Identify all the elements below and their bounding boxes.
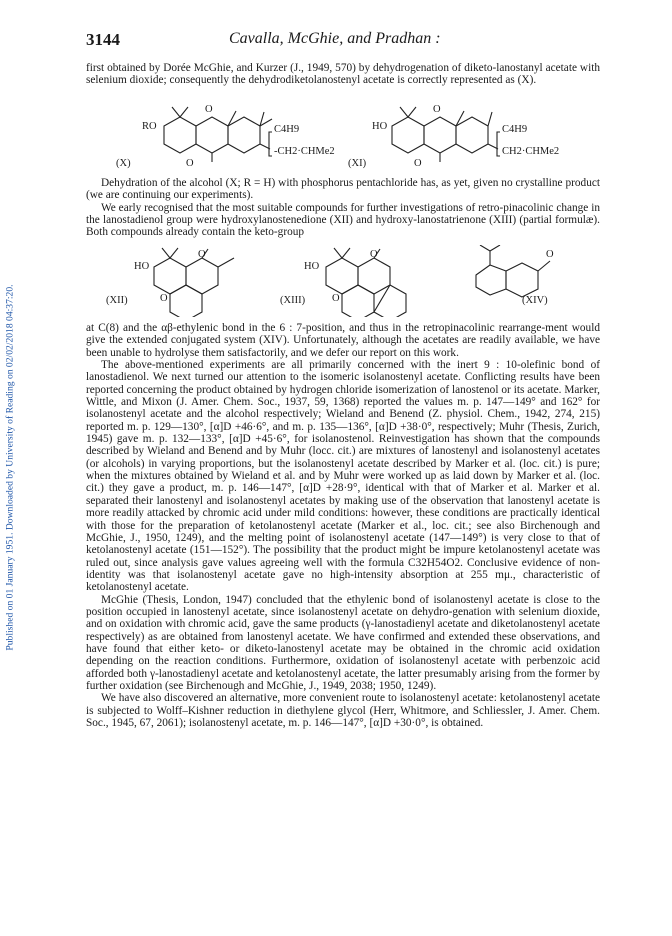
label-xi: (XI) (348, 158, 367, 169)
x-carbonyl-o-2: O (186, 158, 194, 169)
running-title: Cavalla, McGhie, and Pradhan : (229, 30, 441, 47)
figure-structures-x-xi (86, 102, 600, 172)
structure-drawing-x-xi (86, 102, 600, 172)
xii-carbonyl-o: O (198, 249, 206, 260)
paragraph-5: The above-mentioned experiments are all primarily concerned with the inert 9 : 10-olefinic bond of lanostadienol. We next turned our attention to the isomeric isolanostenyl acetate. Conflicting results have been reported concerning the product obtained by hydrogen chloride isomerization of lanostenol or its acetate. Marker, Wittle, and Mixon (J. Amer. Chem. Soc., 1937, 59, 1368) reported the values m. p. 147—149° and 162° for isolanostenyl acetate and the alcohol respectively; Wieland and Benend (Z. physiol. Chem., 1942, 274, 215) reported m. p. 129—130°, [α]D +46·6°, and m. p. 135—136°, [α]D +38·0°, respectively; Muhr (Thesis, Zurich, 1945) gave m. p. 132—133°, [α]D +45·6°, for isolanostenol. Reinvestigation has shown that the compounds described by Wieland and Benend and by Muhr (locc. cit.) are mixtures of lanostenyl and isolanostenyl acetates (or alcohols) in varying proportions, but the isolanostenyl acetate described by Marker et al. (loc. cit.) is pure; when the mixtures obtained by Wieland et al. and by Muhr were worked up as laid down by Marker et al. (loc. cit.) they gave a product, m. p. 146—147°, [α]D +28·9°, identical with that of Marker et al. Marker et al. separated their lanostenyl and isolanostenyl acetates by making use of the observation that lanostenyl acetate is more readily attacked by chromic acid under mild conditions: however, these conditions are practically identical with those for the preparation of ketolanostenyl acetate (Marker et al., loc. cit.; see also Birchenough and McGhie, J., 1950, 1249), and the melting point of isolanostenyl acetate (147—149°) is very close to that of ketolanostenyl acetate (151—152°). The possibility that the product might be impure ketolanostenyl acetate was ruled out, since analysis gave values agreeing well with the formula C32H54O2. Conclusive evidence of non-identity was that isolanostenyl acetate gave no high-intensity absorption at 255 mμ., characteristic of ketolanostenyl acetate. (86, 359, 600, 594)
structure-xiii-skeleton (326, 248, 406, 317)
structure-x-skeleton (164, 107, 272, 162)
xiii-carbonyl-o: O (370, 249, 378, 260)
paragraphs-main (86, 322, 600, 729)
label-xiii: (XIII) (280, 295, 306, 306)
structure-xiv-skeleton (476, 245, 550, 297)
xi-carbonyl-o-2: O (414, 158, 422, 169)
paragraph-1: first obtained by Dorée McGhie, and Kurzer (J., 1949, 570) by dehydrogenation of diketo-lanostanyl acetate with selenium dioxide; consequently the dehydrodiketolanostenyl acetate is correctly represented as (X). (86, 62, 600, 87)
structure-xii-skeleton (154, 248, 234, 317)
xi-side-bottom: CH2·CHMe2 (502, 146, 560, 157)
paragraphs-dehydration (86, 177, 600, 239)
x-side-top: C4H9 (274, 124, 300, 135)
page-number: 3144 (86, 30, 120, 49)
paragraph-6: McGhie (Thesis, London, 1947) concluded that the ethylenic bond of isolanostenyl acetate is close to the position occupied in lanostenyl acetate, since isolanostenyl acetate on dehydro-genation with selenium dioxide, and on oxidation with chromic acid, gave the same products (γ-lanostadienyl acetate and diketolanostenyl acetate respectively) as are obtained from lanostenyl acetate. We have confirmed and extended these observations, and have found that either keto- or diketo-lanostenyl acetate may be obtained in the chromic acid oxidation depending on the reaction conditions. Furthermore, oxidation of isolanostenyl acetate with perbenzoic acid afforded both γ-lanostadienyl acetate and ketolanostenyl acetate, the latter presumably arising from the former by further oxidation (see Birchenough and McGhie, J., 1949, 2038; 1950, 1249). (86, 593, 600, 692)
structure-drawing-xii-xiv (86, 245, 600, 317)
x-substituent: RO (142, 121, 157, 132)
x-side-bottom: -CH2·CHMe2 (274, 146, 335, 157)
structure-xi-skeleton (392, 107, 500, 162)
xii-carbonyl-o-2: O (160, 293, 168, 304)
xiii-substituent: HO (304, 261, 320, 272)
xi-substituent: HO (372, 121, 388, 132)
download-notice: Published on 01 January 1951. Downloaded by University of Reading on 02/02/2018 04:37:20. (4, 284, 16, 651)
figure-structures-xii-xiv (86, 245, 600, 317)
paragraph-intro (86, 62, 600, 87)
label-xiv: (XIV) (522, 295, 548, 306)
xiii-carbonyl-o-2: O (332, 293, 340, 304)
xi-carbonyl-o: O (433, 104, 441, 115)
xii-substituent: HO (134, 261, 150, 272)
xiv-carbonyl-o: O (546, 249, 554, 260)
label-x: (X) (116, 158, 131, 169)
page-header (86, 30, 600, 52)
xi-side-top: C4H9 (502, 124, 528, 135)
paragraph-3: We early recognised that the most suitable compounds for further investigations of retro-pinacolinic change in the lanostadienol group were hydroxylanostenedione (XII) and hydroxy-lanostatrienone (XIII) (partial formulæ). Both compounds already contain the keto-group (86, 201, 600, 239)
paragraph-4: at C(8) and the αβ-ethylenic bond in the 6 : 7-position, and thus in the retropinacolinic rearrange-ment would give the extended conjugated system (XIV). Unfortunately, although the acetates are readily available, we have been unable to hydrolyse them satisfactorily, and we defer our report on this work. (86, 322, 600, 359)
label-xii: (XII) (106, 295, 128, 306)
paragraph-7: We have also discovered an alternative, more convenient route to isolanostenyl acetate: ketolanostenyl acetate is subjected to Wolff–Kishner reduction in diethylene glycol (Herr, Whitmore, and Schliessler, J. Amer. Chem. Soc., 1945, 67, 2061); isolanostenyl acetate, m. p. 146—147°, [α]D +30·0°, is obtained. (86, 692, 600, 729)
x-carbonyl-o: O (205, 104, 213, 115)
publication-sidebar (4, 150, 16, 790)
paragraph-2: Dehydration of the alcohol (X; R = H) with phosphorus pentachloride has, as yet, given no crystalline product (we are continuing our experiments). (86, 177, 600, 202)
